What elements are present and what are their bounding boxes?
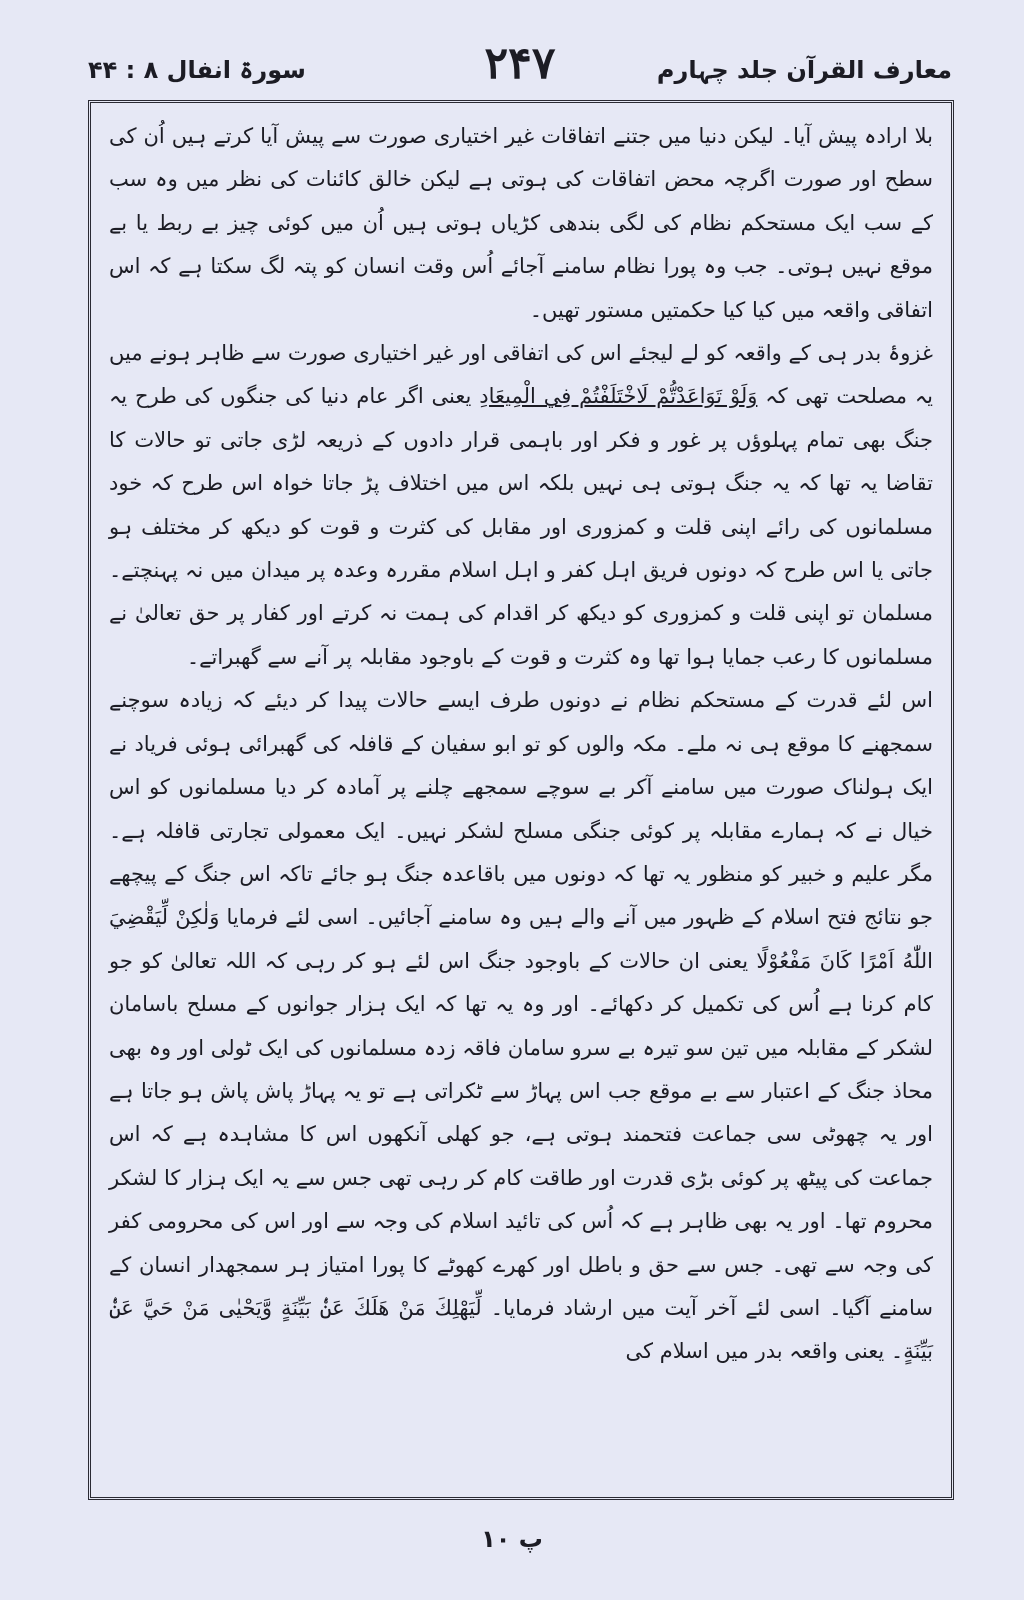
page-header [80,38,960,98]
paragraph-3-text-c: ۔ یعنی واقعہ بدر میں اسلام کی [625,1339,904,1364]
text-frame [88,100,954,1500]
quran-quote-3: لِّيَهْلِكَ مَنْ هَلَكَ عَنْۢ بَيِّنَةٍ وَّيَحْيٰى مَنْ حَيَّ عَنْۢ بَيِّنَةٍ [109,1295,933,1364]
book-title: معارف القرآن جلد چہارم [656,56,952,84]
paragraph-3 [109,679,933,1374]
paragraph-1: بلا ارادہ پیش آیا۔ لیکن دنیا میں جتنے اتفاقات غیر اختیاری صورت سے پیش آیا کرتے ہیں اُن کی سطح اور صورت اگرچہ محض اتفاقات کی ہوتی ہے لیکن خالق کائنات کی نظر میں وہ سب کے سب ایک مستحکم نظام کی لگی بندھی کڑیاں ہوتی ہیں اُن میں کوئی چیز بے ربط یا بے موقع نہیں ہوتی۔ جب وہ پورا نظام سامنے آجائے اُس وقت انسان کو پتہ لگ سکتا ہے کہ اس اتفاقی واقعہ میں کیا کیا حکمتیں مستور تھیں۔ [109,124,933,322]
paragraph-2-text-a: غزوۂ بدر ہی کے واقعہ کو لے لیجئے اس کی اتفاقی اور غیر اختیاری صورت سے ظاہر ہونے میں یہ مصلحت تھی کہ [109,341,933,409]
quran-quote-2: وَلٰكِنْ لِّيَقْضِيَ اللّٰهُ اَمْرًا كَانَ مَفْعُوْلًا [109,905,934,973]
body-text [109,115,933,1374]
juz-marker: پ ۱۰ [481,1525,543,1553]
page-number: ۲۴۷ [484,38,556,89]
paragraph-2-text-b: یعنی اگر عام دنیا کی جنگوں کی طرح یہ جنگ بھی تمام پہلوؤں پر غور و فکر اور باہمی قرار دادوں کے ذریعہ لڑی جاتی تو حالات کا تقاضا یہ تھا کہ یہ جنگ ہوتی ہی نہیں بلکہ اس میں اختلاف پڑ جاتا خواہ اس طرح کہ خود مسلمانوں کی رائے اپنی قلت و کمزوری اور مقابل کی کثرت و قوت کو دیکھ کر مختلف ہو جاتی یا اس طرح کہ دونوں فریق اہل کفر و اہل اسلام مقررہ وعدہ پر میدان میں نہ پہنچتے۔ مسلمان تو اپنی قلت و کمزوری کو دیکھ کر اقدام کی ہمت نہ کرتے اور کفار پر حق تعالیٰ نے مسلمانوں کا رعب جمایا ہوا تھا وہ کثرت و قوت کے باوجود مقابلہ پر آنے سے گھبراتے۔ [109,384,933,669]
quran-quote-1: وَلَوْ تَوَاعَدْتُّمْ لَاخْتَلَفْتُمْ فِي الْمِيعَادِ [479,384,758,409]
paragraph-2 [109,332,933,679]
paragraph-3-text-b: یعنی ان حالات کے باوجود جنگ اس لئے ہو کر رہی کہ اللہ تعالیٰ کو جو کام کرنا ہے اُس کی تکمیل کر دکھائے۔ اور وہ یہ تھا کہ ایک ہزار جوانوں کے مسلح باسامان لشکر کے مقابلہ میں تین سو تیرہ بے سرو سامان فاقہ زدہ مسلمانوں کی ایک ٹولی اور وہ بھی محاذ جنگ کے اعتبار سے بے موقع جب اس پہاڑ سے ٹکراتی ہے تو یہ پہاڑ پاش پاش ہو جاتا ہے اور یہ چھوٹی سی جماعت فتحمند ہوتی ہے، جو کھلی آنکھوں اس کا مشاہدہ ہے کہ اس جماعت کی پیٹھ پر کوئی بڑی قدرت اور طاقت کام کر رہی تھی جس سے یہ ایک ہزار کا لشکر محروم تھا۔ اور یہ بھی ظاہر ہے کہ اُس کی تائید اسلام کی وجہ سے اور اس کی محرومی کفر کی وجہ سے تھی۔ جس سے حق و باطل اور کھرے کھوٹے کا پورا امتیاز ہر سمجھدار انسان کے سامنے آگیا۔ اسی لئے آخر آیت میں ارشاد فرمایا۔ [109,948,933,1320]
surah-reference: سورۃ انفال ۸ : ۴۴ [88,56,306,84]
paragraph-3-text-a: اس لئے قدرت کے مستحکم نظام نے دونوں طرف ایسے حالات پیدا کر دیئے کہ زیادہ سوچنے سمجھنے کا موقع ہی نہ ملے۔ مکہ والوں کو تو ابو سفیان کے قافلہ کی گھبرائی ہوئی فریاد نے ایک ہولناک صورت میں سامنے آکر بے سوچے سمجھے چلنے پر آمادہ کر دیا مسلمانوں کو اس خیال نے کہ ہمارے مقابلہ پر کوئی جنگی مسلح لشکر نہیں۔ ایک معمولی تجارتی قافلہ ہے۔ مگر علیم و خبیر کو منظور یہ تھا کہ دونوں میں باقاعدہ جنگ ہو جائے تاکہ اس جنگ کے پیچھے جو نتائج فتح اسلام کے ظہور میں آنے والے ہیں وہ سامنے آجائیں۔ اسی لئے فرمایا [109,688,934,930]
